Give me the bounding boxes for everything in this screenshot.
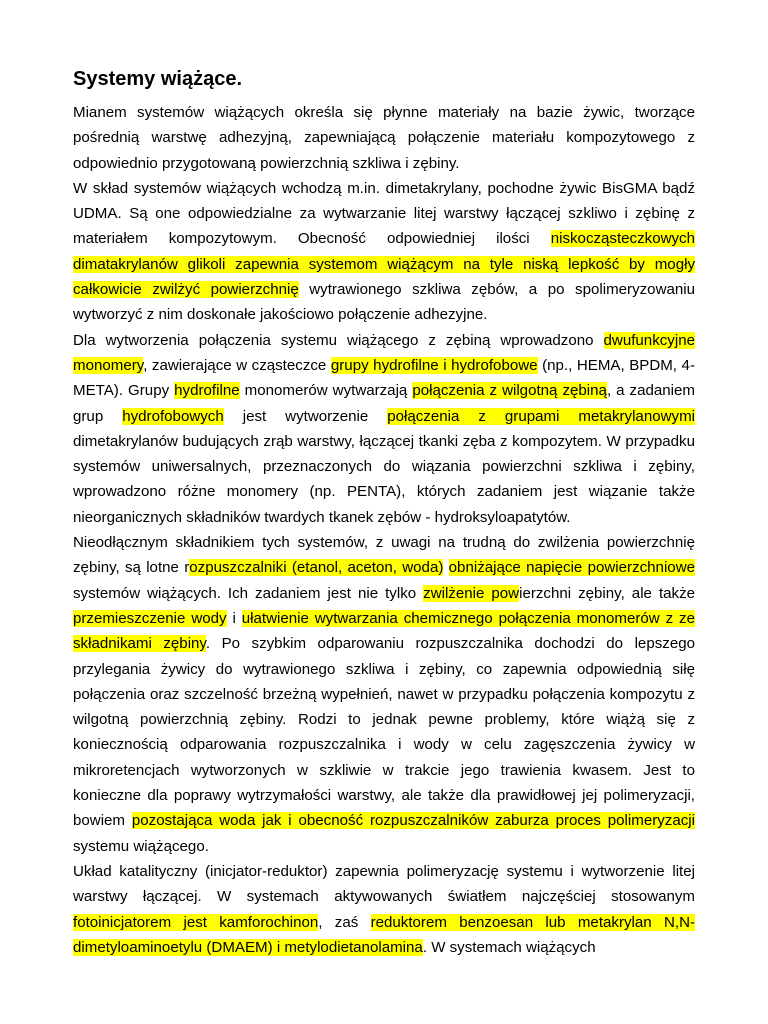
text-run: i <box>226 609 242 627</box>
highlighted-text: dwufunkcyjne monomery <box>73 331 695 374</box>
highlighted-text: połączenia z grupami metakrylanowymi <box>387 407 695 425</box>
text-run: W skład systemów wiążących wchodzą m.in. dimetakrylany, pochodne żywic BisGMA bądź UDMA. Są one odpowiedzialne za wytwarzanie litej warstwy łączącej szkliwo i zębinę z materiałem kompozytowym. Obecność odpowiedniej ilości <box>73 179 695 248</box>
highlighted-text: hydrofobowych <box>122 407 224 425</box>
document-page <box>73 64 695 960</box>
text-run: ierzchni zębiny, ale także <box>519 584 696 602</box>
text-run: , zaś <box>318 913 371 931</box>
text-run: Układ katalityczny (inicjator-reduktor) zapewnia polimeryzację systemu i wytworzenie litej warstwy łączącej. W systemach aktywowanych światłem najczęściej stosowanym <box>73 862 695 906</box>
highlighted-text: ozpuszczalniki (etanol, aceton, woda) <box>189 559 444 577</box>
highlighted-text: hydrofilne <box>174 382 240 400</box>
text-run: Dla wytworzenia połączenia systemu wiążącego z zębiną wprowadzono <box>73 331 604 349</box>
highlighted-text: ułatwienie wytwarzania chemicznego połączenia monomerów z ze składnikami zębiny <box>73 609 695 653</box>
paragraph <box>73 176 695 328</box>
text-run: . Po szybkim odparowaniu rozpuszczalnika dochodzi do lepszego przylegania żywicy do wytrawionego szkliwa i zębiny, co zapewnia odpowiednią siłę połączenia oraz szczelność brzeżną wypełnień, nawet w przypadku połączenia kompozytu z wilgotną powierzchnią zębiny. Rodzi to jednak pewne problemy, które wiążą się z koniecznością odparowania rozpuszczalnika i wody w celu zagęszczenia żywicy w mikroretencjach wytworzonych w szkliwie w trakcie jego trawienia kwasem. Jest to konieczne dla poprawy wytrzymałości warstwy, ale także dla prawidłowej jej polimeryzacji, bowiem <box>73 635 695 830</box>
document-title: Systemy wiążące. <box>73 68 242 90</box>
highlighted-text: zwilżenie pow <box>423 584 520 602</box>
highlighted-text: obniżające napięcie powierzchniowe <box>448 559 695 577</box>
highlighted-text: połączenia z wilgotną zębiną <box>412 382 607 400</box>
text-run: Mianem systemów wiążących określa się płynne materiały na bazie żywic, tworzące pośrednią warstwę adhezyjną, zapewniającą połączenie materiału kompozytowego z odpowiednio przygotowaną powierzchnią szkliwa i zębiny. <box>73 104 695 172</box>
text-run: Nieodłącznym składnikiem tych systemów, z uwagi na trudną do zwilżenia powierzchnię zębiny, są lotne r <box>73 534 695 577</box>
document-body <box>73 100 695 960</box>
text-run: monomerów wytwarzają <box>239 382 413 400</box>
highlighted-text: fotoinicjatorem jest kamforochinon <box>73 913 319 931</box>
text-run: . W systemach wiążących <box>422 938 596 956</box>
paragraph <box>73 530 695 859</box>
highlighted-text: reduktorem benzoesan lub metakrylan N,N-dimetyloaminoetylu (DMAEM) i metylodietanolamina <box>73 913 695 956</box>
text-run: (np., HEMA, BPDM, 4-META). Grupy <box>73 356 695 400</box>
paragraph <box>73 328 695 530</box>
paragraph <box>73 100 695 176</box>
text-run: dimetakrylanów budujących zrąb warstwy, łączącej tkanki zęba z kompozytem. W przypadku systemów uniwersalnych, przeznaczonych do wiązania powierzchni szkliwa i zębiny, wprowadzono różne monomery (np. PENTA), których zadaniem jest wiązanie także nieorganicznych składników twardych tkanek zębów - hydroksyloapatytów. <box>73 432 695 526</box>
text-run: , a zadaniem grup <box>73 382 696 425</box>
highlighted-text: niskocząsteczkowych dimatakrylanów glikoli zapewnia systemom wiążącym na tyle niską lepkość by mogły całkowicie zwilżyć powierzchnię <box>73 230 695 299</box>
text-run: systemów wiążących. Ich zadaniem jest nie tylko <box>73 584 424 602</box>
text-run: wytrawionego szkliwa zębów, a po spolimeryzowaniu wytworzyć z nim doskonałe jakościowo połączenie adhezyjne. <box>73 281 696 324</box>
paragraph <box>73 859 695 960</box>
highlighted-text: przemieszczenie wody <box>73 609 227 627</box>
text-run: jest wytworzenie <box>223 407 388 425</box>
text-run: , zawierające w cząsteczce <box>143 356 331 374</box>
text-run: systemu wiążącego. <box>73 837 209 855</box>
highlighted-text: pozostająca woda jak i obecność rozpuszczalników zaburza proces polimeryzacji <box>131 812 695 830</box>
highlighted-text: grupy hydrofilne i hydrofobowe <box>330 356 538 374</box>
text-run <box>443 559 448 576</box>
